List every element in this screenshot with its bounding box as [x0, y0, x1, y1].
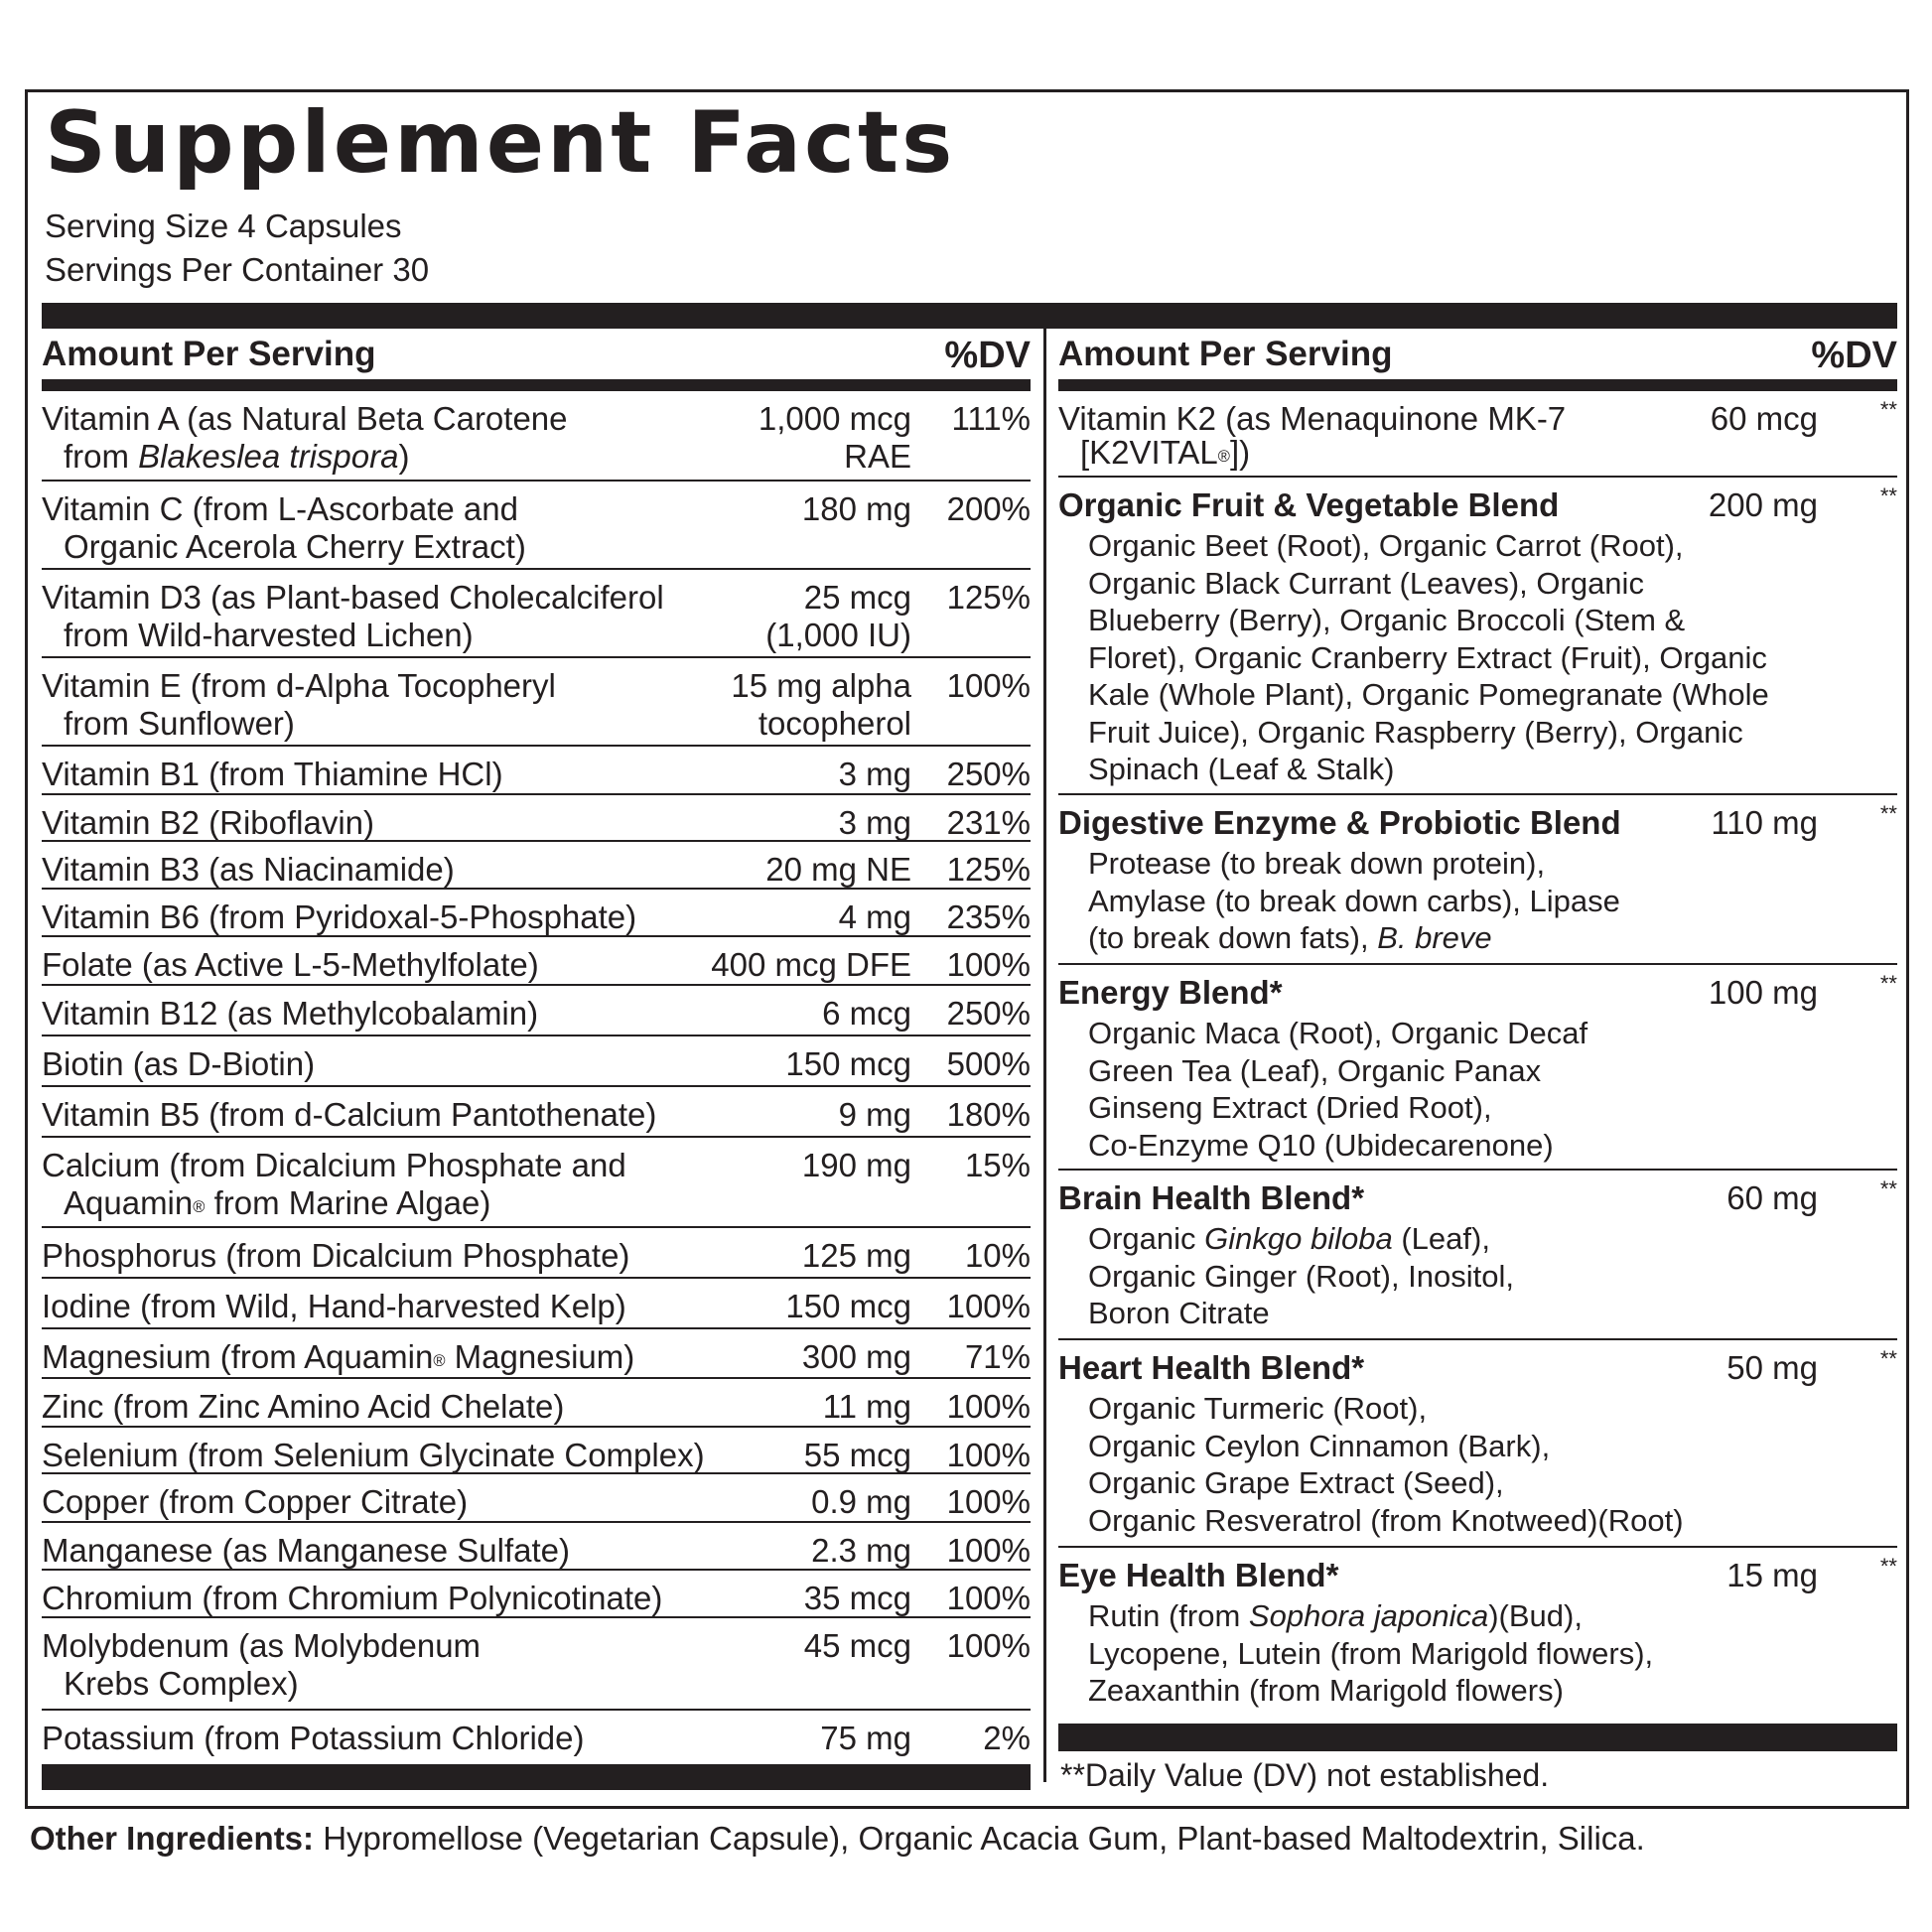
- blend-ingredients: Organic Ginkgo biloba (Leaf), Organic Ginger (Root), Inositol, Boron Citrate: [1088, 1221, 1515, 1330]
- nutrient-row: [42, 890, 1031, 937]
- blend-name: Heart Health Blend*: [1058, 1349, 1365, 1386]
- blend-name: Digestive Enzyme & Probiotic Blend: [1058, 804, 1621, 841]
- blend-amount: 100 mg: [1708, 974, 1818, 1011]
- column-divider: [1043, 329, 1046, 1782]
- nutrient-dv: 100%: [946, 1483, 1031, 1520]
- blend-ingredients: Protease (to break down protein), Amylase (to break down carbs), Lipase (to break down fats), B. breve: [1088, 846, 1620, 955]
- blend-subname: [K2VITAL®]): [1080, 434, 1251, 471]
- serving-size: Serving Size 4 Capsules: [45, 207, 402, 244]
- nutrient-row: [42, 1711, 1031, 1759]
- right-bottom-bar: [1058, 1724, 1897, 1751]
- blend-name: Energy Blend*: [1058, 974, 1283, 1011]
- blend-row: [1058, 965, 1897, 1171]
- nutrient-name: Vitamin C (from L-Ascorbate and Organic Acerola Cherry Extract): [42, 490, 526, 565]
- blend-amount: 60 mcg: [1710, 400, 1818, 437]
- nutrient-dv: 100%: [946, 1627, 1031, 1664]
- header-divider-bar: [42, 303, 1897, 329]
- nutrient-name: Molybdenum (as Molybdenum Krebs Complex): [42, 1627, 482, 1702]
- nutrient-dv: 250%: [946, 995, 1031, 1032]
- nutrient-dv: 2%: [983, 1720, 1031, 1756]
- nutrient-name: Vitamin B1 (from Thiamine HCl): [42, 756, 503, 792]
- nutrient-name: Manganese (as Manganese Sulfate): [42, 1532, 570, 1569]
- nutrient-dv: 500%: [946, 1045, 1031, 1082]
- nutrient-name: Vitamin A (as Natural Beta Carotene from Blakeslea trispora): [42, 400, 568, 475]
- nutrient-row: [42, 1428, 1031, 1474]
- blend-dv: **: [1879, 483, 1897, 508]
- nutrient-dv: 125%: [946, 851, 1031, 888]
- nutrient-name: Folate (as Active L-5-Methylfolate): [42, 946, 539, 983]
- dv-header-label: %DV: [944, 335, 1031, 376]
- nutrient-row: [42, 1279, 1031, 1329]
- left-column-header: [42, 329, 1031, 391]
- nutrient-name: Selenium (from Selenium Glycinate Complex): [42, 1437, 705, 1473]
- nutrient-row: [42, 1571, 1031, 1618]
- other-ingredients-text: Hypromellose (Vegetarian Capsule), Organic Acacia Gum, Plant-based Maltodextrin, Silica.: [314, 1820, 1645, 1857]
- left-bottom-bar: [42, 1764, 1031, 1790]
- nutrient-dv: 100%: [946, 667, 1031, 704]
- nutrient-amount: 1,000 mcg RAE: [758, 400, 911, 475]
- nutrient-name: Vitamin B6 (from Pyridoxal-5-Phosphate): [42, 898, 637, 935]
- blend-amount: 60 mg: [1726, 1179, 1818, 1216]
- nutrient-amount: 190 mg: [801, 1147, 911, 1183]
- blend-name: Organic Fruit & Vegetable Blend: [1058, 486, 1560, 523]
- nutrient-row: [42, 1618, 1031, 1711]
- nutrient-row: [42, 658, 1031, 747]
- nutrient-amount: 300 mg: [801, 1338, 911, 1375]
- blend-ingredients: Organic Maca (Root), Organic Decaf Green Tea (Leaf), Organic Panax Ginseng Extract (Dried Root), Co-Enzyme Q10 (Ubidecarenone): [1088, 1016, 1588, 1163]
- blend-dv: **: [1879, 801, 1897, 826]
- nutrient-name: Calcium (from Dicalcium Phosphate and Aquamin® from Marine Algae): [42, 1147, 626, 1221]
- nutrient-name: Phosphorus (from Dicalcium Phosphate): [42, 1237, 630, 1274]
- blend-ingredients: Organic Beet (Root), Organic Carrot (Root), Organic Black Currant (Leaves), Organic Blueberry (Berry), Organic Broccoli (Stem & Floret), Organic Cranberry Extract (Fruit), Organic Kale (Whole Plant), Organic Pomegranate (Whole Fruit Juice), Organic Raspberry (Berry), Organic Spinach (Leaf & Stalk): [1088, 528, 1769, 786]
- amount-per-serving-label: Amount Per Serving: [42, 335, 376, 373]
- servings-per-container: Servings Per Container 30: [45, 251, 430, 288]
- supplement-facts-panel: [25, 89, 1909, 1809]
- blend-name: Vitamin K2 (as Menaquinone MK-7: [1058, 400, 1567, 437]
- nutrient-amount: 180 mg: [801, 490, 911, 527]
- other-ingredients: [30, 1819, 1645, 1859]
- nutrient-dv: 10%: [964, 1237, 1031, 1274]
- nutrient-name: Iodine (from Wild, Hand-harvested Kelp): [42, 1288, 626, 1324]
- dv-footnote: **Daily Value (DV) not established.: [1060, 1757, 1550, 1793]
- nutrient-dv: 111%: [951, 400, 1031, 437]
- nutrient-dv: 180%: [946, 1096, 1031, 1133]
- column-header-rule: [1058, 379, 1897, 391]
- nutrient-amount: 35 mcg: [803, 1580, 911, 1616]
- nutrient-name: Vitamin E (from d-Alpha Tocopheryl from Sunflower): [42, 667, 556, 742]
- nutrient-row: [42, 1379, 1031, 1428]
- nutrient-amount: 11 mg: [822, 1388, 911, 1425]
- nutrient-row: [42, 1329, 1031, 1379]
- nutrient-name: Zinc (from Zinc Amino Acid Chelate): [42, 1388, 565, 1425]
- blend-row: [1058, 478, 1897, 795]
- nutrient-dv: 100%: [946, 1532, 1031, 1569]
- nutrient-dv: 125%: [946, 579, 1031, 616]
- panel-title: Supplement Facts: [45, 93, 956, 193]
- nutrient-dv: 100%: [946, 1388, 1031, 1425]
- nutrient-amount: 45 mcg: [803, 1627, 911, 1664]
- blend-dv: **: [1879, 1176, 1897, 1201]
- nutrient-row: [42, 1523, 1031, 1571]
- nutrient-amount: 9 mg: [838, 1096, 911, 1133]
- nutrient-dv: 235%: [946, 898, 1031, 935]
- nutrient-dv: 100%: [946, 1437, 1031, 1473]
- nutrient-amount: 150 mcg: [785, 1045, 911, 1082]
- nutrient-amount: 125 mg: [801, 1237, 911, 1274]
- nutrient-row: [42, 1228, 1031, 1279]
- nutrient-dv: 231%: [946, 804, 1031, 841]
- nutrient-name: Vitamin B2 (Riboflavin): [42, 804, 375, 841]
- nutrient-amount: 3 mg: [838, 804, 911, 841]
- blend-dv: **: [1879, 397, 1897, 422]
- nutrient-amount: 6 mcg: [822, 995, 911, 1032]
- nutrient-row: [42, 1036, 1031, 1087]
- right-column-header: [1058, 329, 1897, 391]
- dv-header-label: %DV: [1811, 335, 1897, 376]
- column-header-rule: [42, 379, 1031, 391]
- nutrient-row: [42, 570, 1031, 658]
- nutrient-row: [42, 1087, 1031, 1138]
- nutrient-dv: 15%: [964, 1147, 1031, 1183]
- nutrient-row: [42, 842, 1031, 890]
- nutrient-amount: 55 mcg: [803, 1437, 911, 1473]
- nutrient-name: Potassium (from Potassium Chloride): [42, 1720, 585, 1756]
- nutrient-dv: 100%: [946, 946, 1031, 983]
- blend-dv: **: [1879, 1554, 1897, 1579]
- blend-name: Eye Health Blend*: [1058, 1557, 1339, 1593]
- nutrient-amount: 400 mcg DFE: [711, 946, 911, 983]
- nutrient-dv: 71%: [964, 1338, 1031, 1375]
- nutrient-amount: 4 mg: [838, 898, 911, 935]
- blend-amount: 200 mg: [1708, 486, 1818, 523]
- blend-row: [1058, 391, 1897, 478]
- blend-amount: 15 mg: [1726, 1557, 1818, 1593]
- blend-row: [1058, 1340, 1897, 1548]
- nutrient-dv: 100%: [946, 1580, 1031, 1616]
- nutrient-dv: 250%: [946, 756, 1031, 792]
- nutrient-name: Vitamin B3 (as Niacinamide): [42, 851, 455, 888]
- nutrient-amount: 150 mcg: [785, 1288, 911, 1324]
- nutrient-row: [42, 986, 1031, 1036]
- blend-row: [1058, 795, 1897, 965]
- nutrient-dv: 200%: [946, 490, 1031, 527]
- nutrient-name: Chromium (from Chromium Polynicotinate): [42, 1580, 663, 1616]
- nutrient-dv: 100%: [946, 1288, 1031, 1324]
- nutrient-name: Magnesium (from Aquamin® Magnesium): [42, 1338, 635, 1375]
- nutrient-amount: 25 mcg (1,000 IU): [765, 579, 911, 653]
- blend-amount: 50 mg: [1726, 1349, 1818, 1386]
- nutrient-amount: 3 mg: [838, 756, 911, 792]
- left-column: [42, 329, 1031, 1759]
- nutrient-amount: 2.3 mg: [811, 1532, 911, 1569]
- nutrient-amount: 15 mg alpha tocopherol: [731, 667, 911, 742]
- nutrient-row: [42, 937, 1031, 986]
- nutrient-row: [42, 391, 1031, 482]
- nutrient-name: Vitamin D3 (as Plant-based Cholecalciferol from Wild-harvested Lichen): [42, 579, 664, 653]
- nutrient-amount: 0.9 mg: [811, 1483, 911, 1520]
- blend-row: [1058, 1171, 1897, 1340]
- other-ingredients-label: Other Ingredients:: [30, 1820, 315, 1857]
- blend-ingredients: Rutin (from Sophora japonica)(Bud), Lycopene, Lutein (from Marigold flowers), Zeaxanthin (from Marigold flowers): [1088, 1598, 1654, 1708]
- blend-amount: 110 mg: [1711, 804, 1818, 841]
- blend-dv: **: [1879, 971, 1897, 996]
- nutrient-name: Biotin (as D-Biotin): [42, 1045, 316, 1082]
- nutrient-row: [42, 482, 1031, 570]
- blend-dv: **: [1879, 1346, 1897, 1371]
- nutrient-row: [42, 1138, 1031, 1228]
- blend-name: Brain Health Blend*: [1058, 1179, 1365, 1216]
- nutrient-name: Copper (from Copper Citrate): [42, 1483, 469, 1520]
- nutrient-row: [42, 747, 1031, 795]
- nutrient-name: Vitamin B5 (from d-Calcium Pantothenate): [42, 1096, 657, 1133]
- amount-per-serving-label: Amount Per Serving: [1058, 335, 1393, 373]
- nutrient-name: Vitamin B12 (as Methylcobalamin): [42, 995, 539, 1032]
- nutrient-amount: 20 mg NE: [765, 851, 911, 888]
- nutrient-row: [42, 1474, 1031, 1523]
- blend-row: [1058, 1548, 1897, 1717]
- right-column: [1058, 329, 1897, 1717]
- nutrient-row: [42, 795, 1031, 842]
- nutrient-amount: 75 mg: [820, 1720, 911, 1756]
- blend-ingredients: Organic Turmeric (Root), Organic Ceylon Cinnamon (Bark), Organic Grape Extract (Seed), Organic Resveratrol (from Knotweed)(Root): [1088, 1391, 1684, 1538]
